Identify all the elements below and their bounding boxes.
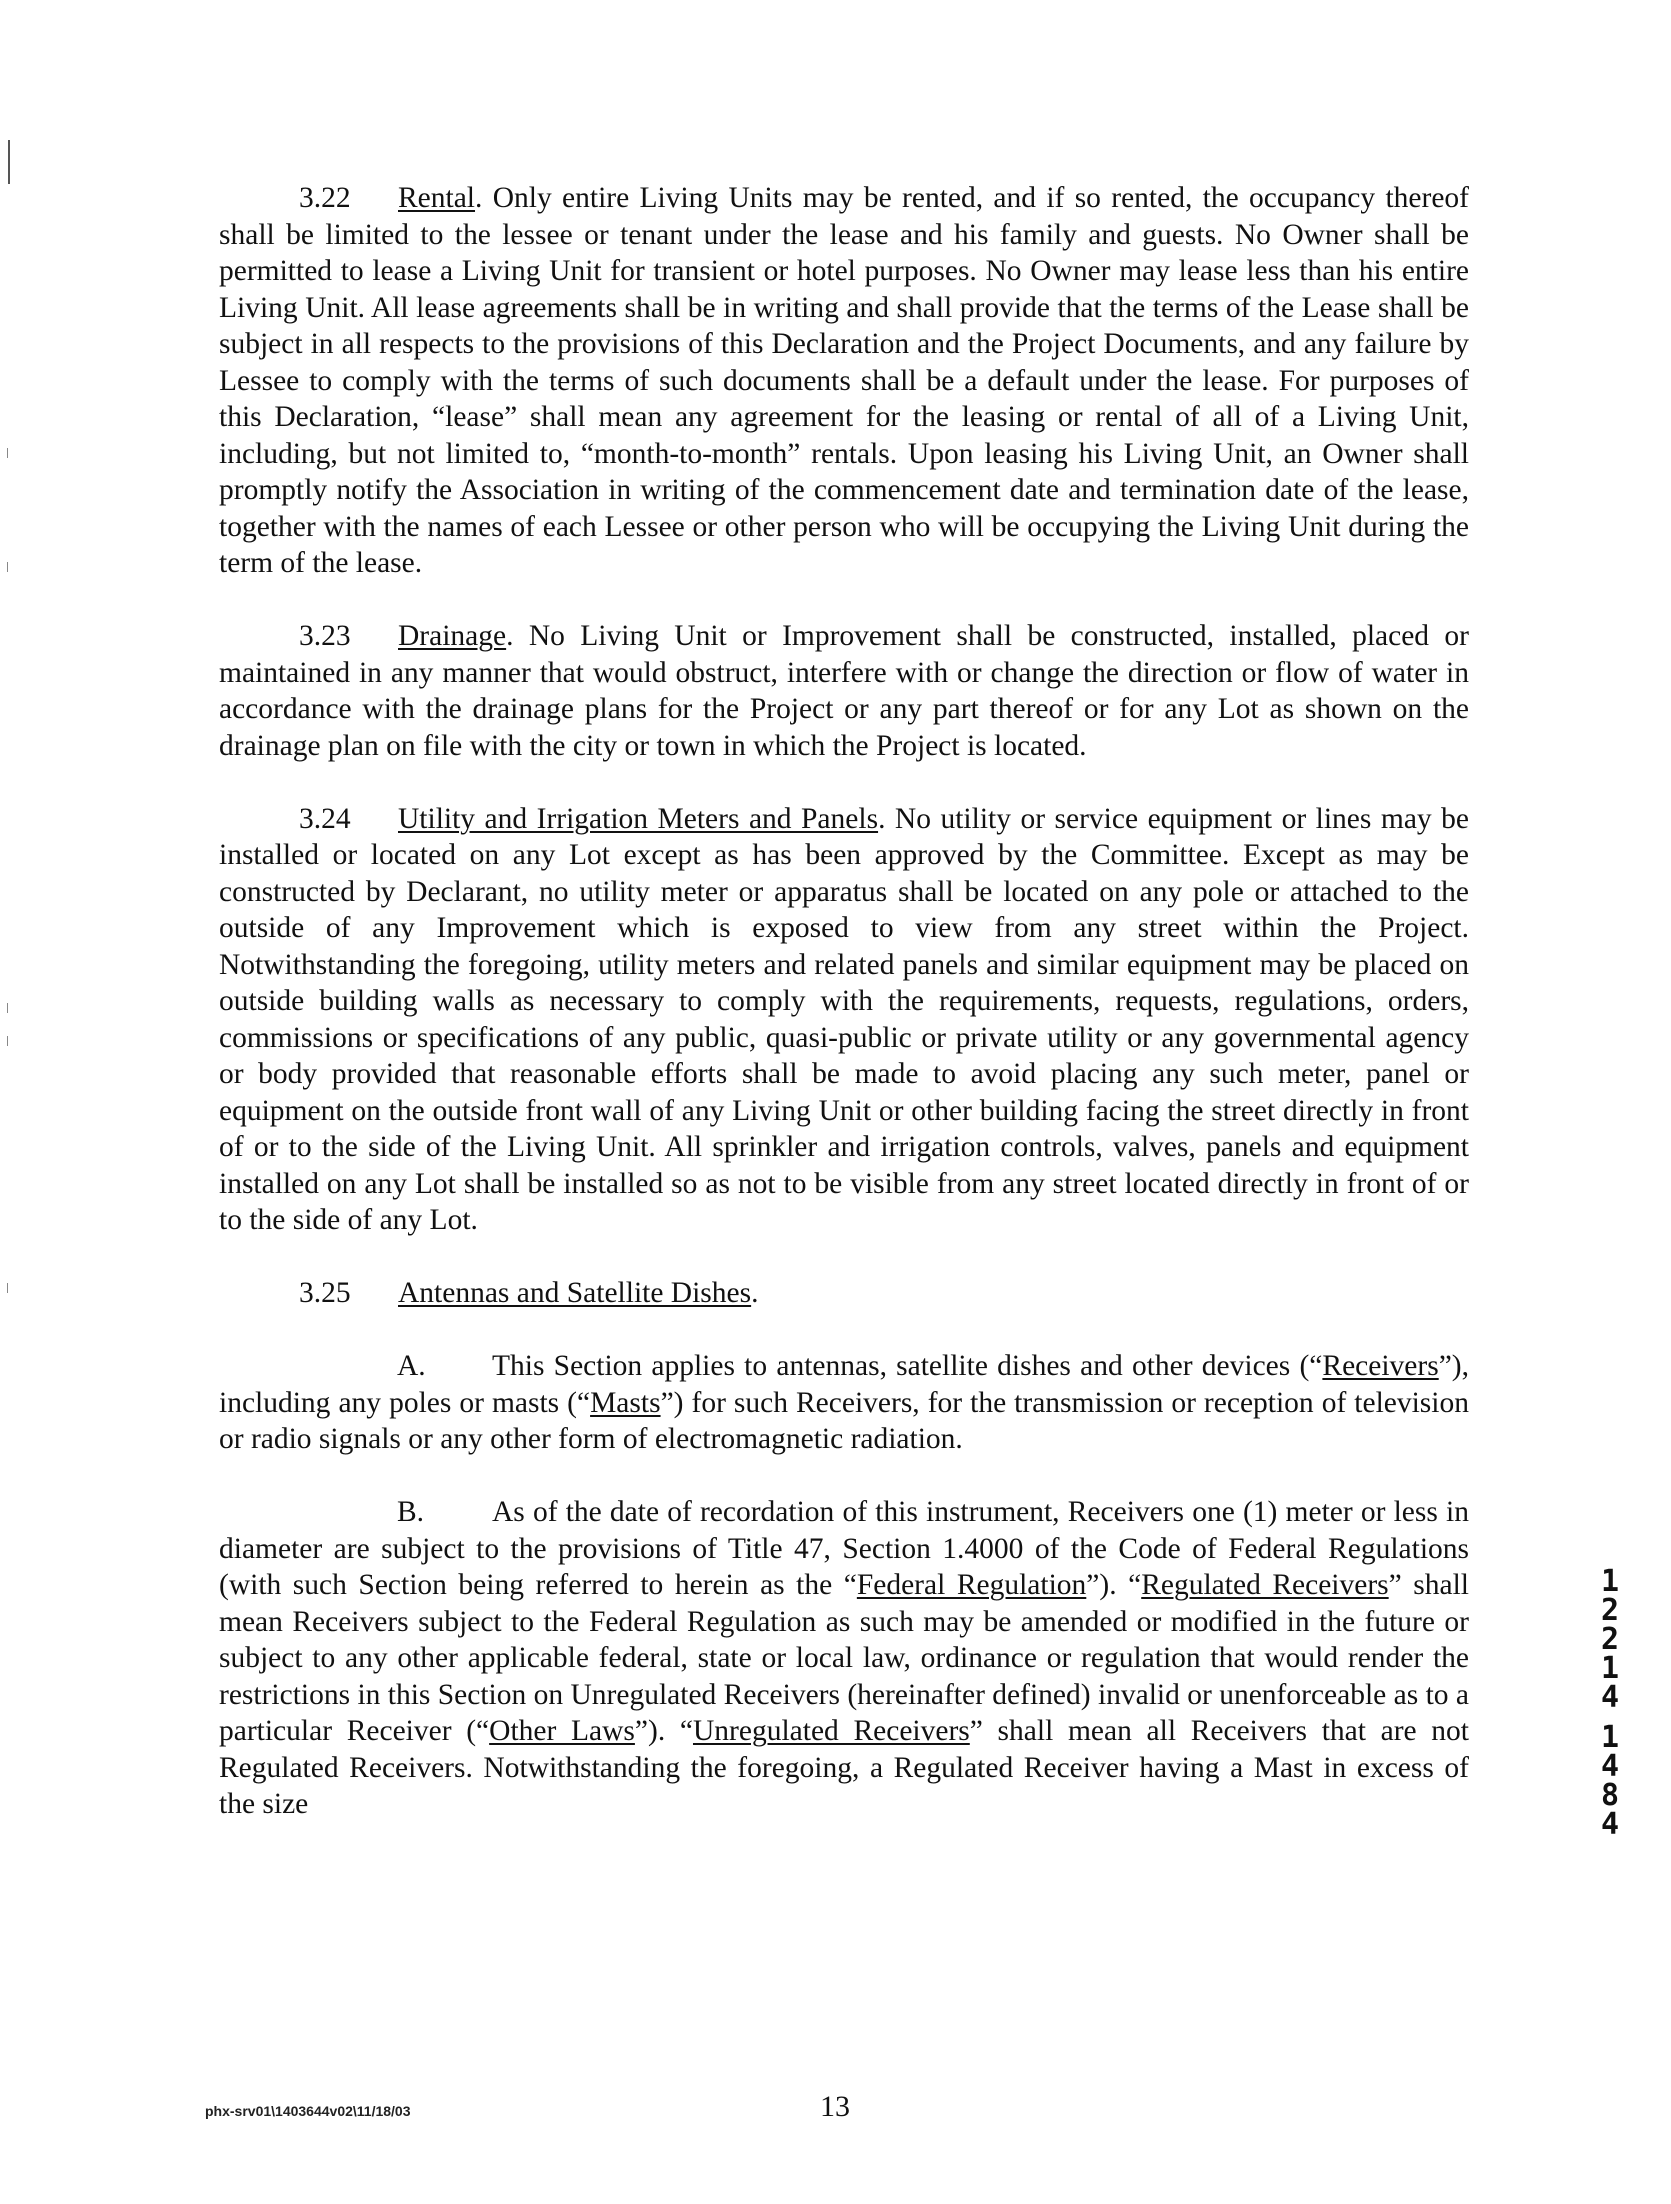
stamp-digit: 2 xyxy=(1600,1622,1620,1657)
subsection-text: ”) for such Receivers, for the transmission or reception of television or radio signals or any other form of electromagnetic radiation. xyxy=(219,1386,1469,1455)
section-text: . No Living Unit or Improvement shall be constructed, installed, placed or maintained in any manner that would obstruct, interfere with or change the direction or flow of water in accordance with the drainage plans for the Project or any part thereof or for any Lot as shown on the drainage plan on file with the city or town in which the Project is located. xyxy=(219,620,1469,762)
recording-stamp-bottom xyxy=(1592,1720,1628,1842)
defined-term: Unregulated Receivers xyxy=(692,1715,970,1747)
subsection-text: ” shall mean Receivers subject to the Federal Regulation as such may be amended or modified in the future or subject to any other applicable federal, state or local law, ordinance or regulation that would render the restrictions in this Section on Unregulated Receivers (hereinafter defined) invalid or unenforceable as to a particular Receiver (“ xyxy=(219,1569,1470,1747)
footer-document-reference: phx-srv01\1403644v02\11/18/03 xyxy=(205,2103,411,2119)
section-3-25 xyxy=(219,1275,1469,1312)
stamp-digit: 4 xyxy=(1600,1680,1620,1715)
section-heading: Utility and Irrigation Meters and Panels xyxy=(398,802,879,835)
subsection-text: This Section applies to antennas, satellite dishes and other devices (“ xyxy=(492,1350,1323,1382)
section-heading: Drainage xyxy=(398,620,507,652)
subsection-text: ”). “ xyxy=(1086,1569,1142,1601)
scan-margin-line xyxy=(8,140,10,184)
stamp-digit: 1 xyxy=(1600,1720,1620,1755)
section-heading-period: . xyxy=(751,1277,759,1309)
subsection-label: B. xyxy=(397,1496,425,1528)
section-number: 3.23 xyxy=(299,620,351,652)
stamp-digit: 8 xyxy=(1600,1778,1620,1813)
section-heading: Rental xyxy=(398,182,476,214)
section-text: . Only entire Living Units may be rented, and if so rented, the occupancy thereof shall be limited to the lessee or tenant under the lease and his family and guests. No Owner shall be permitted to lease a Living Unit for transient or hotel purposes. No Owner may lease less than his entire Living Unit. All lease agreements shall be in writing and shall provide that the terms of the Lease shall be subject in all respects to the provisions of this Declaration and the Project Documents, and any failure by Lessee to comply with the terms of such documents shall be a default under the lease. For purposes of this Declaration, “lease” shall mean any agreement for the leasing or rental of all of a Living Unit, including, but not limited to, “month-to-month” rentals. Upon leasing his Living Unit, an Owner shall promptly notify the Association in writing of the commencement date and termination date of the lease, together with the names of each Lessee or other person who will be occupying the Living Unit during the term of the lease. xyxy=(219,182,1469,579)
defined-term: Other Laws xyxy=(489,1715,635,1747)
subsection-a xyxy=(219,1348,1469,1458)
defined-term: Regulated Receivers xyxy=(1141,1569,1389,1601)
scan-tick-mark xyxy=(7,1036,8,1046)
subsection-text: ”). “ xyxy=(634,1715,693,1747)
stamp-digit: 2 xyxy=(1600,1593,1620,1628)
section-number: 3.22 xyxy=(299,182,351,214)
section-number: 3.25 xyxy=(299,1277,351,1309)
stamp-digit: 4 xyxy=(1600,1807,1620,1842)
defined-term: Federal Regulation xyxy=(856,1569,1087,1601)
subsection-text: ”), including any poles or masts (“ xyxy=(219,1350,1469,1419)
subsection-text: ” shall mean all Receivers that are not Regulated Receivers. Notwithstanding the foregoing, a Regulated Receiver having a Mast in excess of the size xyxy=(219,1715,1470,1820)
section-3-23 xyxy=(219,618,1469,764)
scan-tick-mark xyxy=(7,562,8,572)
section-number: 3.24 xyxy=(299,802,351,835)
section-3-24 xyxy=(219,801,1469,1239)
stamp-digit: 1 xyxy=(1600,1564,1620,1599)
subsection-text: As of the date of recordation of this instrument, Receivers one (1) meter or less in diameter are subject to the provisions of Title 47, Section 1.4000 of the Code of Federal Regulations (with such Section being referred to herein as the “ xyxy=(219,1496,1469,1601)
section-heading: Antennas and Satellite Dishes xyxy=(398,1277,752,1309)
subsection-b xyxy=(219,1494,1469,1823)
scan-tick-mark xyxy=(7,448,8,458)
defined-term: Masts xyxy=(590,1386,661,1419)
document-body xyxy=(219,180,1469,1823)
section-text: . No utility or service equipment or lines may be installed or located on any Lot except as has been approved by the Committee. Except as may be constructed by Declarant, no utility meter or apparatus shall be located on any pole or attached to the outside of any Improvement which is exposed to view from any street within the Project. Notwithstanding the foregoing, utility meters and related panels and similar equipment may be placed on outside building walls as necessary to comply with the requirements, requests, regulations, orders, commissions or specifications of any public, quasi-public or private utility or any governmental agency or body provided that reasonable efforts shall be made to avoid placing any such meter, panel or equipment on the outside front wall of any Living Unit or other building facing the street directly in front of or to the side of the Living Unit. All sprinkler and irrigation controls, valves, panels and equipment installed on any Lot shall be installed so as not to be visible from any street located directly in front of or to the side of any Lot. xyxy=(219,802,1470,1236)
recording-stamp-top xyxy=(1592,1564,1628,1715)
defined-term: Receivers xyxy=(1322,1350,1439,1382)
stamp-digit: 1 xyxy=(1600,1651,1620,1686)
stamp-digit: 4 xyxy=(1600,1749,1620,1784)
scan-tick-mark xyxy=(7,1003,8,1013)
scan-tick-mark xyxy=(7,1283,8,1293)
page-number: 13 xyxy=(820,2090,850,2123)
subsection-label: A. xyxy=(397,1350,426,1382)
section-3-22 xyxy=(219,180,1469,582)
